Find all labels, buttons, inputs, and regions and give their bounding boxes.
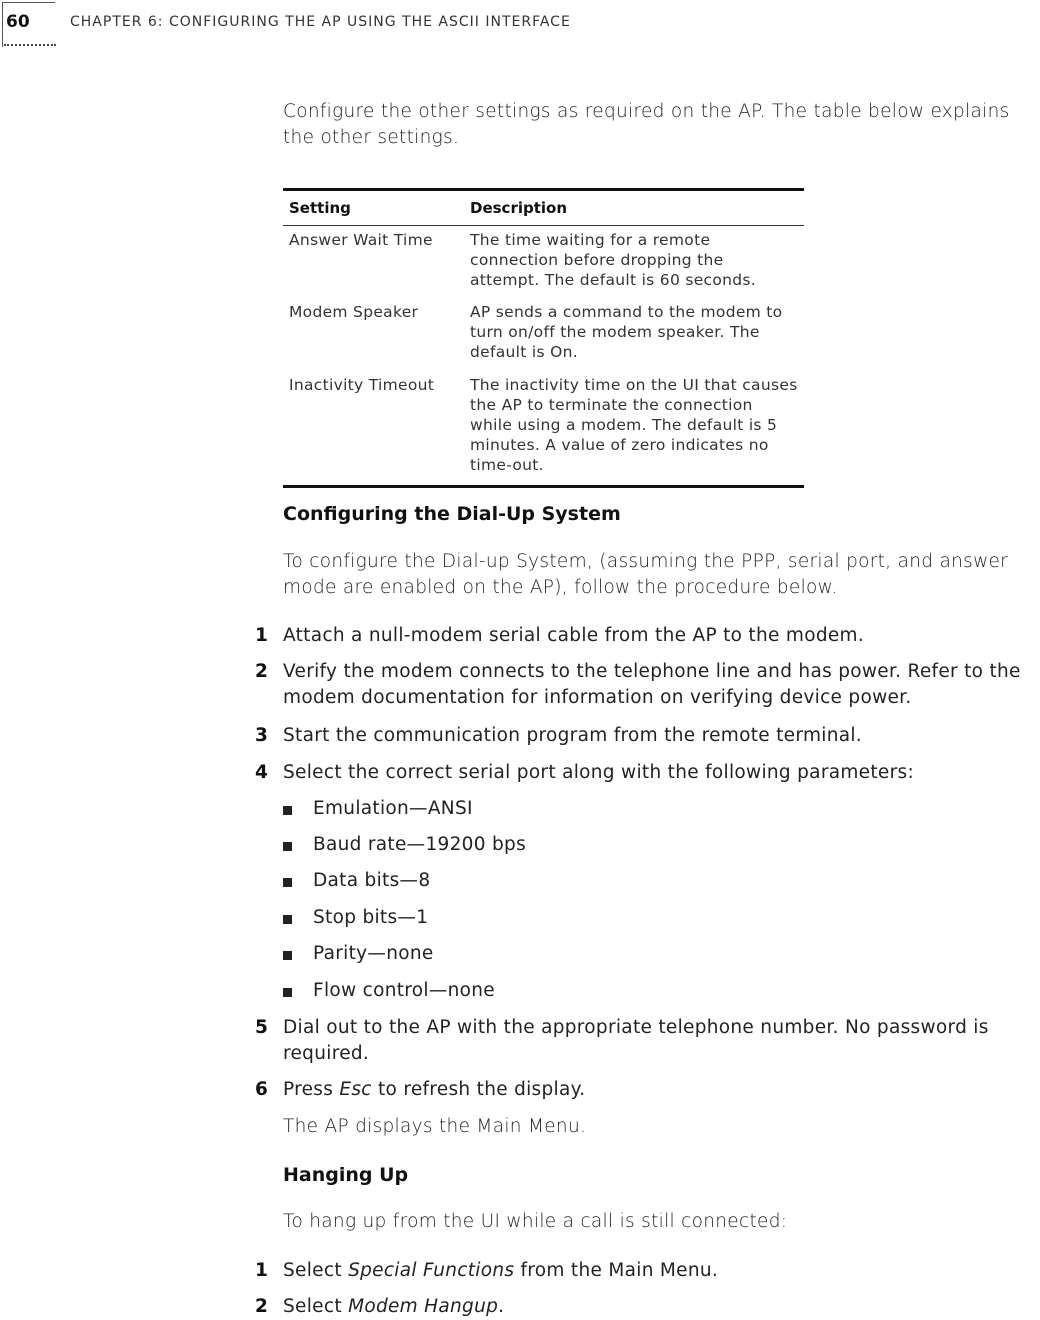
dialup-intro-paragraph: To configure the Dial-up System, (assuming the PPP, serial port, and answer mode are enabled on the AP), follow the procedure below. (283, 551, 1009, 598)
parameter-text: Emulation—ANSI (313, 798, 473, 819)
page-number: 60 (6, 12, 30, 32)
settings-table (283, 188, 804, 488)
table-row (283, 371, 804, 485)
bullet-square-icon (283, 988, 292, 997)
table-cell-setting: Modem Speaker (289, 303, 419, 321)
section-heading-dialup: Configuring the Dial-Up System (283, 503, 621, 525)
step-number: 1 (255, 1260, 269, 1281)
step-text: Attach a null-modem serial cable from the AP to the modem. (283, 625, 865, 646)
table-row (283, 298, 804, 371)
parameter-text: Parity—none (313, 943, 434, 964)
step-text: Select Modem Hangup. (283, 1296, 505, 1317)
table-cell-description: The inactivity time on the UI that causes the AP to terminate the connection while using a modem. The default is 5 minutes. A value of zero indicates no time-out. (470, 376, 798, 474)
step-number: 4 (255, 762, 269, 783)
hangup-intro-paragraph: To hang up from the UI while a call is still connected: (283, 1211, 788, 1232)
table-cell-setting: Answer Wait Time (289, 231, 433, 249)
step-text: Start the communication program from the remote terminal. (283, 725, 862, 746)
table-cell-setting: Inactivity Timeout (289, 376, 435, 394)
parameter-text: Stop bits—1 (313, 907, 429, 928)
bullet-square-icon (283, 806, 292, 815)
header-dotted-rule (4, 44, 56, 46)
result-text: The AP displays the Main Menu. (283, 1116, 587, 1137)
table-header-setting: Setting (289, 199, 351, 217)
step-number: 2 (255, 1296, 269, 1317)
step-number: 6 (255, 1079, 269, 1100)
step-text: Select Special Functions from the Main Menu. (283, 1260, 719, 1281)
step-text: Select the correct serial port along with the following parameters: (283, 762, 914, 783)
bullet-square-icon (283, 951, 292, 960)
table-row (283, 226, 804, 298)
step-number: 5 (255, 1017, 269, 1038)
parameter-text: Data bits—8 (313, 870, 431, 891)
menu-item-name: Modem Hangup (348, 1296, 499, 1317)
table-cell-description: AP sends a command to the modem to turn on/off the modem speaker. The default is On. (470, 303, 783, 361)
intro-paragraph: Configure the other settings as required on the AP. The table below explains the other settings. (283, 101, 1010, 148)
parameter-text: Baud rate—19200 bps (313, 834, 527, 855)
step-number: 2 (255, 661, 269, 682)
running-head: CHAPTER 6: CONFIGURING THE AP USING THE ASCII INTERFACE (70, 14, 571, 30)
step-text: Dial out to the AP with the appropriate telephone number. No password is required. (283, 1017, 989, 1064)
table-header-description: Description (470, 199, 568, 217)
menu-item-name: Special Functions (348, 1260, 515, 1281)
step-number: 3 (255, 725, 269, 746)
bullet-square-icon (283, 878, 292, 887)
step-text: Verify the modem connects to the telephone line and has power. Refer to the modem documentation for information on verifying device power. (283, 661, 1021, 708)
step-text: Press Esc to refresh the display. (283, 1079, 586, 1100)
step-number: 1 (255, 625, 269, 646)
section-heading-hanging-up: Hanging Up (283, 1164, 409, 1186)
bullet-square-icon (283, 915, 292, 924)
bullet-square-icon (283, 842, 292, 851)
table-header-row (283, 191, 804, 226)
key-name: Esc (339, 1079, 372, 1100)
parameter-text: Flow control—none (313, 980, 495, 1001)
table-cell-description: The time waiting for a remote connection before dropping the attempt. The default is 60 seconds. (470, 231, 757, 289)
